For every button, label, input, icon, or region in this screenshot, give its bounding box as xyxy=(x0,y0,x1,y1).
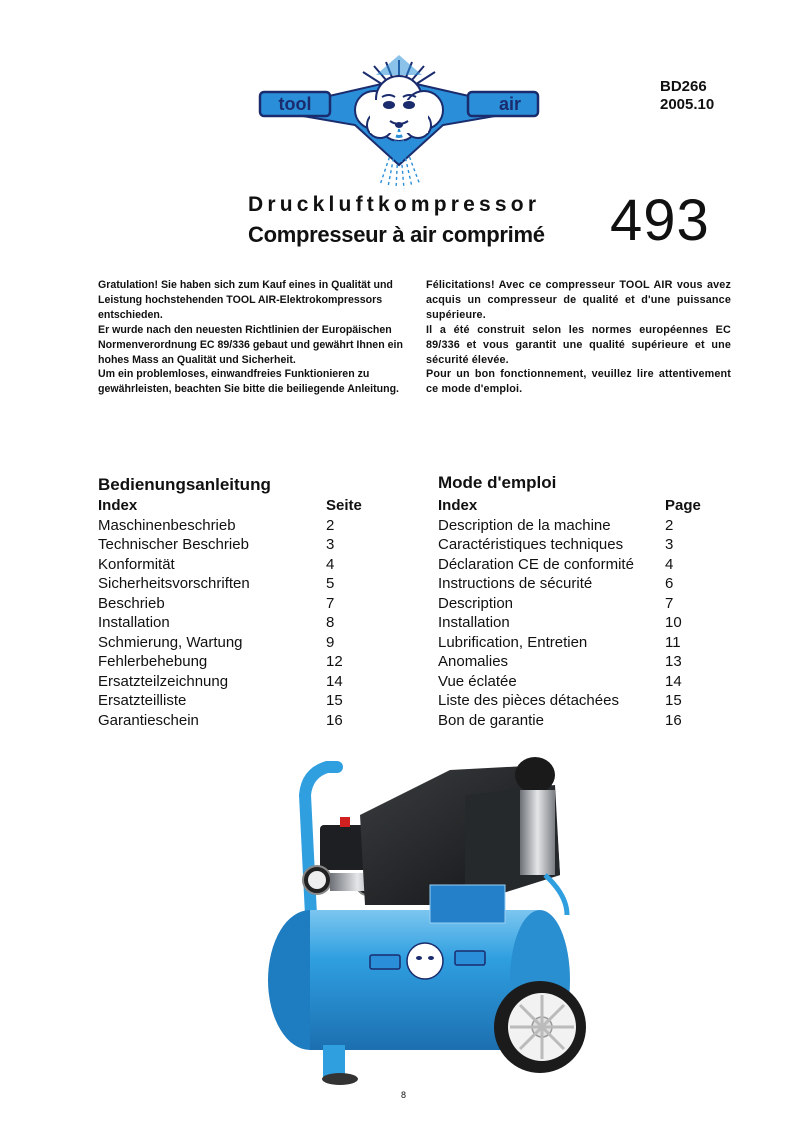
toc-entry-page: 15 xyxy=(665,692,682,709)
footer-marker: 8 xyxy=(401,1090,407,1100)
toc-entry-label: Maschinenbeschrieb xyxy=(98,516,236,534)
toc-entry-page: 7 xyxy=(665,594,674,612)
toc-entry-label: Bon de garantie xyxy=(438,711,544,729)
toc-entry-label: Caractéristiques techniques xyxy=(438,536,624,553)
toc-entry-label: Liste des pièces détachées xyxy=(438,692,619,709)
switch-button xyxy=(340,817,350,827)
toc-entry-page: 3 xyxy=(326,536,335,553)
toc-entry-label: Ersatzteilzeichnung xyxy=(98,672,229,690)
toc-entry-label: Garantieschein xyxy=(98,711,199,729)
document-code-block xyxy=(660,78,714,114)
toc-index-label: Index xyxy=(438,497,478,514)
toc-entry-page: 15 xyxy=(326,692,343,709)
model-number: 493 xyxy=(610,188,710,253)
toc-entry-label: Installation xyxy=(98,614,170,631)
intro-french-paragraph: Pour un bon fonctionnement, veuillez lire attentivement ce mode d'emploi. xyxy=(426,368,731,396)
toc-entry-page: 4 xyxy=(326,555,335,573)
logo-text-right: air xyxy=(498,94,522,114)
toc-french-heading: Mode d'emploi xyxy=(438,473,557,492)
toc-entry-page: 16 xyxy=(326,711,343,729)
toc-page-label: Seite xyxy=(326,497,362,514)
compressor-illustration xyxy=(255,755,595,1100)
toc-entry-label: Anomalies xyxy=(438,653,509,670)
toc-entry-page: 12 xyxy=(326,653,343,670)
toc-entry-page: 2 xyxy=(326,516,335,534)
toc-german xyxy=(98,497,378,737)
delivery-pipe xyxy=(545,875,567,915)
document-code: BD266 xyxy=(660,78,707,95)
toc-entry-page: 11 xyxy=(665,633,681,651)
toc-entry-label: Technischer Beschrieb xyxy=(98,536,249,553)
toc-entry-page: 2 xyxy=(665,516,674,534)
toc-entry-page: 16 xyxy=(665,711,682,729)
toc-page-label: Page xyxy=(665,497,701,514)
toc-entry-page: 6 xyxy=(665,575,674,592)
toc-entry-page: 7 xyxy=(326,594,335,612)
toc-index-label: Index xyxy=(98,497,138,514)
toc-entry-label: Beschrieb xyxy=(98,594,165,612)
intro-german-paragraph: Um ein problemloses, einwandfreies Funktionieren zu gewährleisten, beachten Sie bitte die beiliegende Anleitung. xyxy=(98,368,400,396)
wheel xyxy=(494,981,586,1073)
cylinder-head xyxy=(515,757,555,793)
intro-german-paragraph: Gratulation! Sie haben sich zum Kauf eines in Qualität und Leistung hochstehenden TOOL AIR-Elektrokompressors entschieden. xyxy=(98,279,393,321)
toc-entry-page: 13 xyxy=(665,653,682,670)
toc-entry-label: Déclaration CE de conformité xyxy=(438,555,634,573)
intro-french xyxy=(426,278,731,397)
intro-german xyxy=(98,278,418,397)
rating-plate xyxy=(430,885,505,923)
rubber-foot xyxy=(322,1073,358,1085)
toc-entry-label: Description de la machine xyxy=(438,516,611,534)
intro-french-paragraph: Il a été construit selon les normes européennes EC 89/336 et vous garantit une qualité supérieure et une sécurité élevée. xyxy=(426,323,731,366)
toc-entry-label: Sicherheitsvorschriften xyxy=(98,575,250,592)
toc-german-heading: Bedienungsanleitung xyxy=(98,475,271,494)
title-french: Compresseur à air comprimé xyxy=(248,222,545,247)
toc-entry-label: Lubrification, Entretien xyxy=(438,633,588,651)
toc-entry-page: 8 xyxy=(326,614,335,631)
toc-entry-label: Installation xyxy=(438,614,510,631)
tank-foot xyxy=(323,1045,345,1077)
toc-entry-label: Ersatzteilliste xyxy=(98,692,187,709)
logo-text-left: tool xyxy=(278,94,312,114)
document-date: 2005.10 xyxy=(660,96,715,113)
toc-entry-label: Instructions de sécurité xyxy=(438,575,593,592)
toc-entry-label: Schmierung, Wartung xyxy=(98,633,243,651)
toc-entry-label: Description xyxy=(438,594,514,612)
title-german: Druckluftkompressor xyxy=(248,193,541,216)
toc-entry-page: 14 xyxy=(326,672,343,690)
toc-entry-label: Vue éclatée xyxy=(438,672,517,690)
toc-entry-label: Konformität xyxy=(98,555,175,573)
toc-entry-page: 5 xyxy=(326,575,335,592)
toc-entry-page: 10 xyxy=(665,614,682,631)
toc-entry-label: Fehlerbehebung xyxy=(98,653,208,670)
intro-french-paragraph: Félicitations! Avec ce compresseur TOOL AIR vous avez acquis un compresseur de qualité et d'une puissance supérieure. xyxy=(426,279,731,321)
toc-entry-page: 4 xyxy=(665,555,674,573)
toc-french xyxy=(438,497,718,737)
toc-entry-page: 9 xyxy=(326,633,335,651)
cylinder xyxy=(520,790,555,875)
intro-german-paragraph: Er wurde nach den neuesten Richtlinien der Europäischen Normenverordnung EC 89/336 gebaut und gewährt Ihnen ein hohes Mass an Qualität und Sicherheit. xyxy=(98,323,403,366)
toc-entry-page: 3 xyxy=(665,536,674,553)
toc-entry-page: 14 xyxy=(665,672,682,690)
tool-air-logo xyxy=(258,55,540,193)
